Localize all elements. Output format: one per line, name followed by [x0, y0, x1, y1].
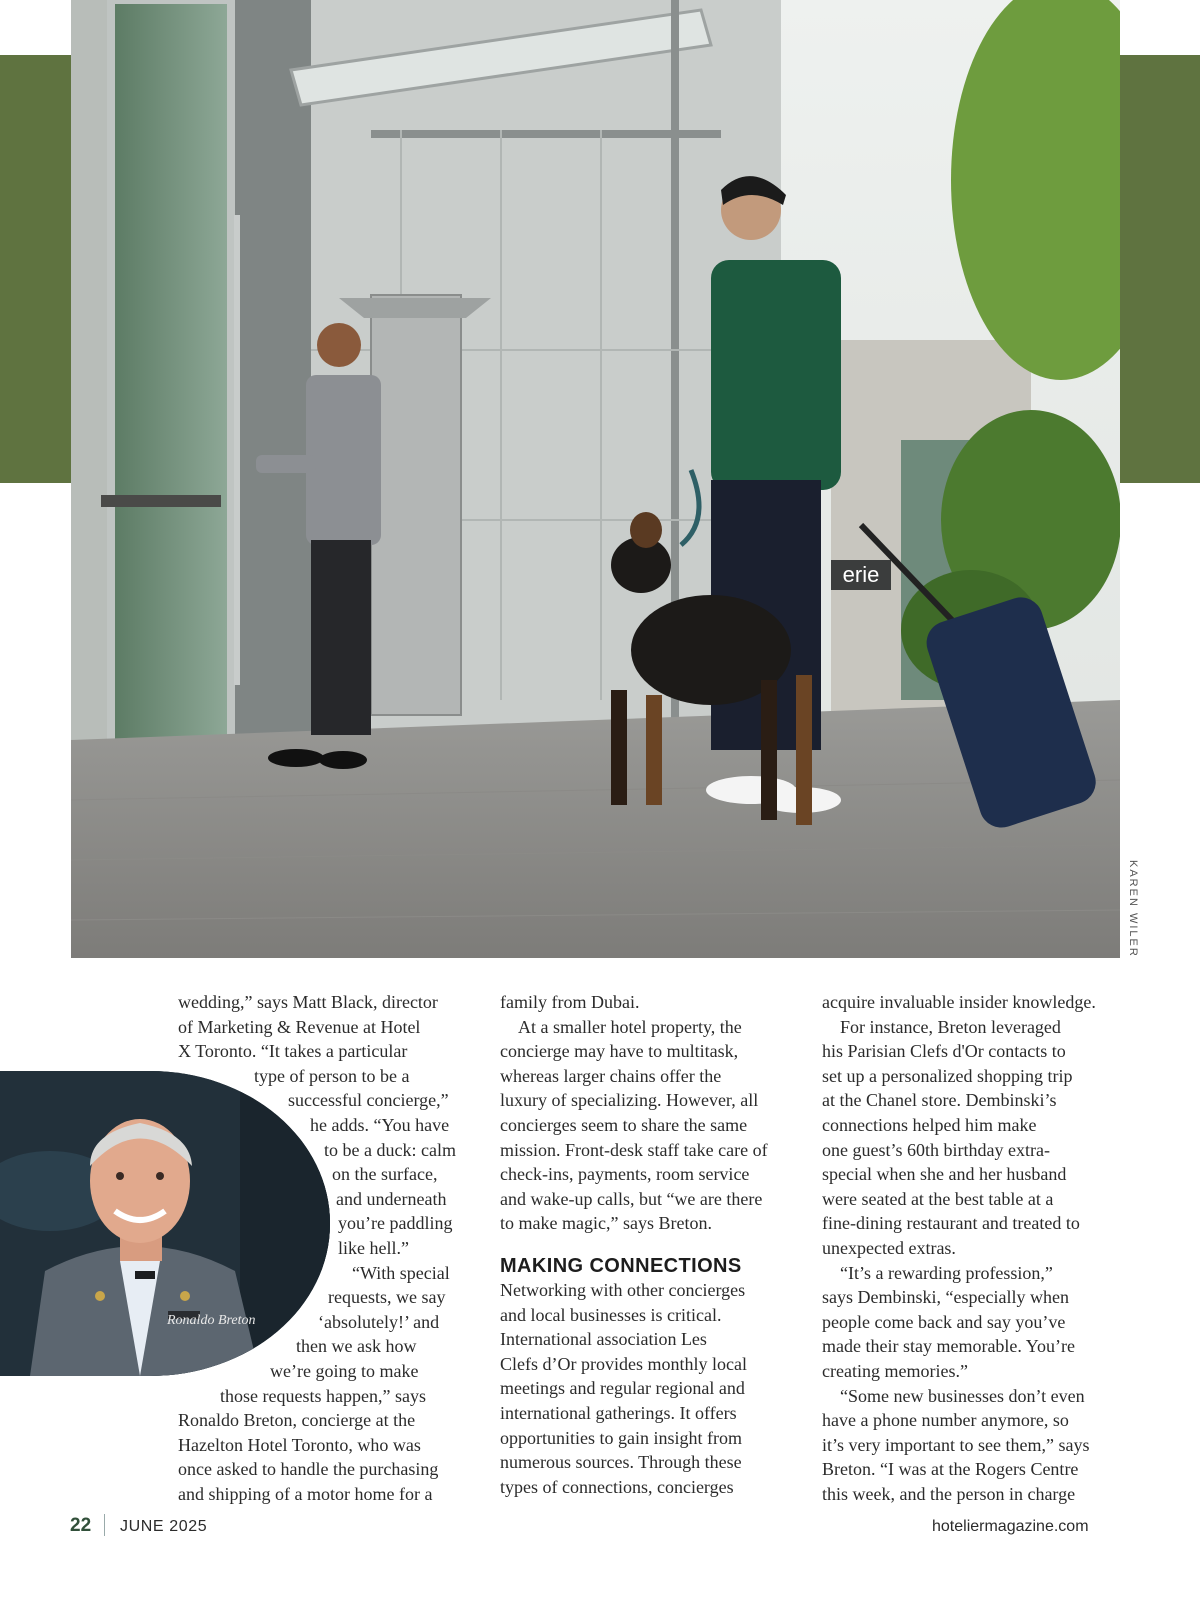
text-line: wedding,” says Matt Black, director — [178, 992, 438, 1012]
text-line: concierges seem to share the same — [500, 1114, 748, 1135]
text-line: “It’s a rewarding profession,” — [840, 1262, 1053, 1283]
text-line: set up a personalized shopping trip — [822, 1065, 1073, 1086]
text-line: and local businesses is critical. — [500, 1304, 722, 1325]
green-accent-band-left — [0, 55, 71, 483]
text-line: says Dembinski, “especially when — [822, 1287, 1069, 1308]
photo-credit: KAREN WILER — [1127, 860, 1139, 958]
text-line: to be a duck: calm — [324, 1139, 456, 1160]
building-sign-text: erie — [842, 562, 880, 587]
text-line: types of connections, concierges — [500, 1476, 734, 1497]
text-line: fine-dining restaurant and treated to — [822, 1213, 1080, 1234]
text-line: whereas larger chains offer the — [500, 1065, 722, 1086]
article-column-2 — [500, 990, 800, 1499]
website-link[interactable]: hoteliermagazine.com — [932, 1518, 1089, 1535]
text-line: Ronaldo Breton, concierge at the — [178, 1410, 416, 1431]
text-line: At a smaller hotel property, the — [518, 1016, 742, 1037]
text-line: to make magic,” says Breton. — [500, 1213, 712, 1234]
text-line: family from Dubai. — [500, 992, 640, 1012]
text-line: connections helped him make — [822, 1114, 1037, 1135]
text-line: For instance, Breton leveraged — [840, 1016, 1061, 1037]
text-line: one guest’s 60th birthday extra- — [822, 1139, 1050, 1160]
text-line: opportunities to gain insight from — [500, 1427, 742, 1448]
text-line: he adds. “You have — [310, 1114, 450, 1135]
text-line: acquire invaluable insider knowledge. — [822, 992, 1096, 1012]
text-line: it’s very important to see them,” says — [822, 1434, 1090, 1455]
text-line: Hazelton Hotel Toronto, who was — [178, 1434, 421, 1455]
text-line: type of person to be a — [254, 1065, 410, 1086]
text-line: International association Les — [500, 1329, 707, 1350]
text-line: then we ask how — [296, 1336, 417, 1357]
text-line: X Toronto. “It takes a particular — [178, 1041, 408, 1062]
text-line: like hell.” — [338, 1237, 409, 1258]
text-line: numerous sources. Through these — [500, 1452, 742, 1473]
text-line: and shipping of a motor home for a — [178, 1483, 433, 1504]
text-line: special when she and her husband — [822, 1164, 1067, 1185]
text-line: and underneath — [336, 1188, 447, 1209]
text-line: people come back and say you’ve — [822, 1311, 1066, 1332]
text-line: concierge may have to multitask, — [500, 1041, 739, 1062]
text-line: “Some new businesses don’t even — [840, 1385, 1085, 1406]
text-line: his Parisian Clefs d'Or contacts to — [822, 1041, 1066, 1062]
text-line: this week, and the person in charge — [822, 1483, 1076, 1504]
page-number: 22 — [70, 1515, 92, 1536]
text-line: mission. Front-desk staff take care of — [500, 1139, 768, 1160]
text-line: on the surface, — [332, 1164, 438, 1185]
article-column-3 — [822, 990, 1127, 1506]
text-line: check-ins, payments, room service — [500, 1164, 750, 1185]
text-line: successful concierge,” — [288, 1090, 449, 1111]
text-line: once asked to handle the purchasing — [178, 1459, 439, 1480]
footer-divider — [104, 1514, 105, 1536]
text-line: Clefs d’Or provides monthly local — [500, 1353, 747, 1374]
issue-date: JUNE 2025 — [120, 1518, 208, 1535]
text-line: meetings and regular regional and — [500, 1378, 745, 1399]
text-line: we’re going to make — [270, 1360, 419, 1381]
section-heading: MAKING CONNECTIONS — [500, 1254, 742, 1277]
portrait-caption: Ronaldo Breton — [167, 1313, 256, 1328]
text-line: and wake-up calls, but “we are there — [500, 1188, 763, 1209]
text-line: ‘absolutely!’ and — [318, 1311, 440, 1332]
text-line: were seated at the best table at a — [822, 1188, 1054, 1209]
text-line: those requests happen,” says — [220, 1385, 426, 1406]
text-line: requests, we say — [328, 1287, 446, 1308]
hotel-entrance-photo — [71, 0, 1120, 958]
text-line: Breton. “I was at the Rogers Centre — [822, 1459, 1079, 1480]
text-line: Networking with other concierges — [500, 1279, 746, 1300]
text-line: “With special — [352, 1262, 450, 1283]
text-line: of Marketing & Revenue at Hotel — [178, 1016, 421, 1037]
text-line: unexpected extras. — [822, 1237, 956, 1258]
text-line: creating memories.” — [822, 1360, 968, 1381]
text-line: made their stay memorable. You’re — [822, 1336, 1075, 1357]
green-accent-band-right — [1120, 55, 1200, 483]
text-line: luxury of specializing. However, all — [500, 1090, 759, 1111]
text-line: have a phone number anymore, so — [822, 1410, 1069, 1431]
text-line: you’re paddling — [338, 1213, 453, 1234]
text-line: international gatherings. It offers — [500, 1402, 737, 1423]
text-line: at the Chanel store. Dembinski’s — [822, 1090, 1057, 1111]
